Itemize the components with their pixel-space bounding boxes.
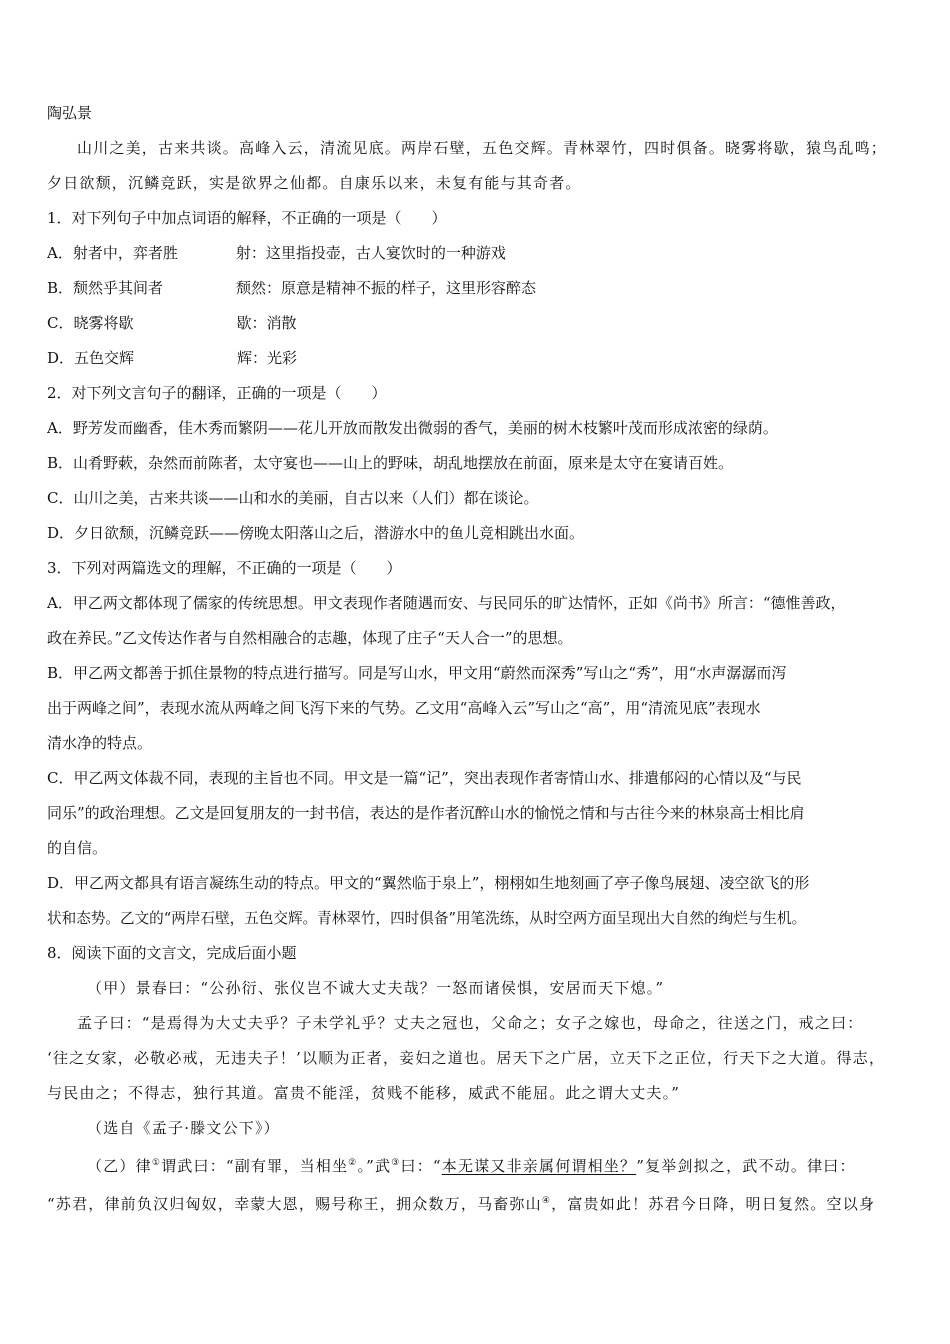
author-line: 陶弘景 [47,104,93,122]
text-run: “苏君，律前负汉归匈奴，幸蒙大恩，赐号称王，拥众数万，马畜弥山 [47,1195,542,1213]
footnote-marker: ① [151,1158,162,1168]
question-2-option-d: D．夕日欲颓，沉鳞竞跃——傍晚太阳落山之后，潜游水中的鱼儿竞相跳出水面。 [47,524,585,542]
option-phrase: 五色交辉 [74,349,135,367]
question-3-line: D．甲乙两文都具有语言凝练生动的特点。甲文的“翼然临于泉上”，栩栩如生地刻画了亭子像鸟展翅、凌空欲飞的形 [47,874,810,892]
text-run: （乙）律 [87,1157,152,1175]
underlined-sentence: 本无谋又非亲属何谓相坐？ [441,1157,637,1175]
option-label: A． [47,244,73,262]
question-1-stem: 1．对下列句子中加点词语的解释，不正确的一项是（ ） [47,209,447,227]
question-1-option-b [47,271,912,306]
question-3-line: 的自信。 [47,839,108,857]
document-page [47,96,912,1222]
text-run: 曰：“ [400,1157,442,1175]
question-2-option-c: C．山川之美，古来共谈——山和水的美丽，自古以来（人们）都在谈论。 [47,489,539,507]
passage-jia-line: ‘往之女家，必敬必戒，无违夫子！’以顺为正者，妾妇之道也。居天下之广居，立天下之正位，行天下之大道。得志， [47,1049,886,1067]
question-3-line: 政在养民。”乙文传达作者与自然相融合的志趣，体现了庄子“天人合一”的思想。 [47,629,573,647]
passage-yi-line: 夕日欲颓，沉鳞竞跃，实是欲界之仙都。自康乐以来，未复有能与其奇者。 [47,174,582,192]
text-run: 谓武曰：“副有罪，当相坐 [161,1157,349,1175]
passage-yi-line: 山川之美，古来共谈。高峰入云，清流见底。两岸石壁，五色交辉。青林翠竹，四时俱备。晓雾将歇，猿鸟乱鸣； [77,139,888,157]
question-3-line: B．甲乙两文都善于抓住景物的特点进行描写。同是写山水，甲文用“蔚然而深秀”写山之“秀”，用“水声潺潺而泻 [47,664,787,682]
option-gloss: 辉：光彩 [237,349,298,367]
question-3-line: C．甲乙两文体裁不同，表现的主旨也不同。甲文是一篇“记”，突出表现作者寄情山水、排遣郁闷的心情以及“与民 [47,769,802,787]
option-phrase: 颓然乎其间者 [73,279,164,297]
question-3-line: 状和态势。乙文的“两岸石壁，五色交辉。青林翠竹，四时俱备”用笔洗练，从时空两方面呈现出大自然的绚烂与生机。 [47,910,807,927]
option-label: D． [47,349,75,367]
question-1-option-c [47,306,912,341]
question-1-option-a [47,236,912,271]
text-run: ，富贵如此！苏君今日降，明日复然。空以身 [551,1195,876,1213]
passage-yi-su-wu-line [47,1146,912,1184]
option-gloss: 颓然：原意是精神不振的样子，这里形容醉态 [236,279,537,297]
option-phrase: 射者中，弈者胜 [72,244,178,262]
option-gloss: 歇：消散 [236,314,297,332]
question-2-option-a: A．野芳发而幽香，佳木秀而繁阴——花儿开放而散发出微弱的香气，美丽的树木枝繁叶茂而形成浓密的绿荫。 [47,419,778,437]
question-2-stem: 2．对下列文言句子的翻译，正确的一项是（ ） [47,384,387,402]
passage-jia-line: 孟子曰：“是焉得为大丈夫乎？子未学礼乎？丈夫之冠也，父命之；女子之嫁也，母命之，往送之门，戒之曰： [77,1014,864,1032]
footnote-marker: ② [348,1158,358,1168]
footnote-marker: ③ [391,1158,401,1168]
question-1-option-d [47,341,912,376]
text-run: 。”武 [357,1157,392,1175]
option-phrase: 晓雾将歇 [73,314,134,332]
question-8-stem: 8．阅读下面的文言文，完成后面小题 [47,944,297,962]
option-label: C． [47,314,74,332]
option-label: B． [47,279,74,297]
question-3-line: 同乐”的政治理想。乙文是回复朋友的一封书信，表达的是作者沉醉山水的愉悦之情和与古往今来的林泉高士相比肩 [47,804,805,822]
question-3-line: A．甲乙两文都体现了儒家的传统思想。甲文表现作者随遇而安、与民同乐的旷达情怀，正如《尚书》所言：“德惟善政， [47,594,846,612]
passage-source: （选自《孟子·滕文公下》） [87,1119,280,1137]
question-2-option-b: B．山肴野蔌，杂然而前陈者，太守宴也——山上的野味，胡乱地摆放在前面，原来是太守在宴请百姓。 [47,454,734,472]
question-3-line: 清水净的特点。 [47,734,153,752]
footnote-marker: ④ [541,1196,552,1206]
text-run: ”复举剑拟之，武不动。律曰： [636,1157,856,1175]
option-gloss: 射：这里指投壶，古人宴饮时的一种游戏 [235,244,506,262]
passage-jia-line: 与民由之；不得志，独行其道。富贵不能淫，贫贱不能移，威武不能屈。此之谓大丈夫。” [47,1084,681,1102]
question-3-line: 出于两峰之间”，表现水流从两峰之间飞泻下来的气势。乙文用“高峰入云”写山之“高”，用“清流见底”表现水 [47,699,761,717]
passage-jia-first-line: （甲）景春曰：“公孙衍、张仪岂不诚大丈夫哉？一怒而诸侯惧，安居而天下熄。” [87,979,665,997]
question-3-stem: 3．下列对两篇选文的理解，不正确的一项是（ ） [47,559,402,577]
passage-yi-su-wu-line [47,1184,912,1222]
